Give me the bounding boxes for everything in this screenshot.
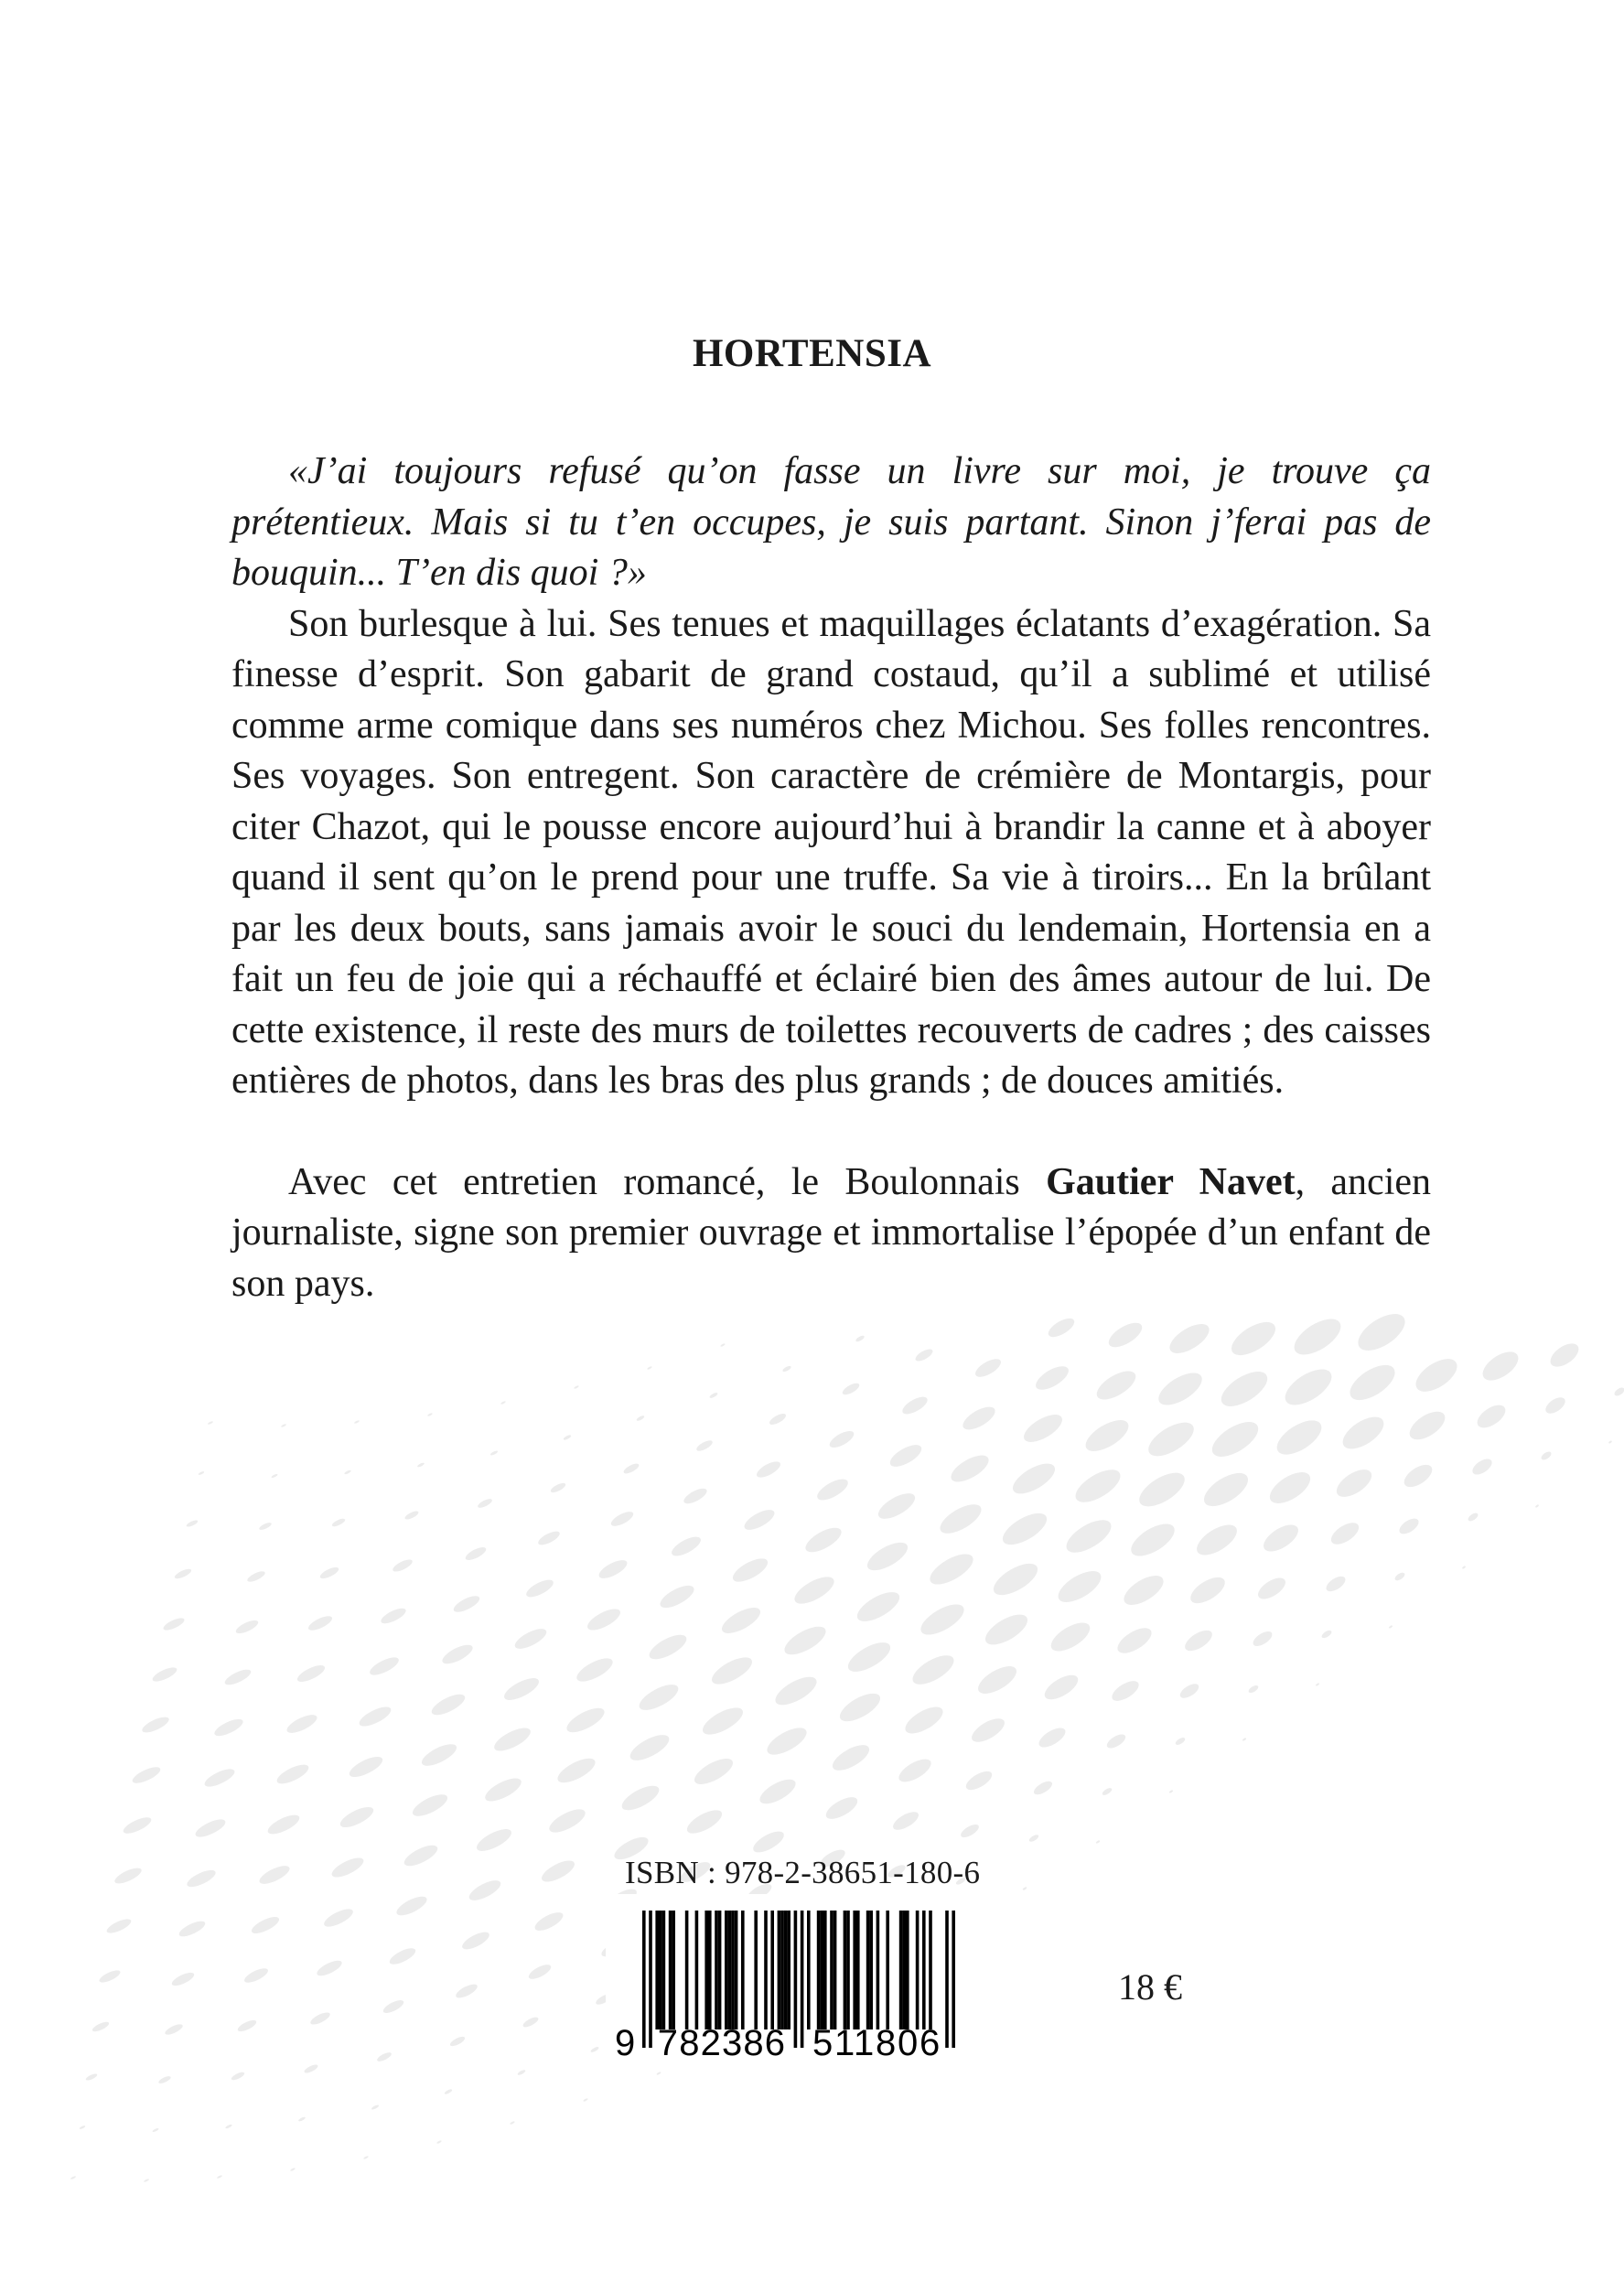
paragraph-spacer xyxy=(231,1107,1431,1157)
barcode-bars xyxy=(606,1894,979,2061)
author-intro-text: Avec cet entretien romancé, le Boulonnais xyxy=(288,1160,1047,1203)
price-label: 18 € xyxy=(1118,1966,1182,2008)
svg-text:9: 9 xyxy=(615,2023,636,2061)
back-cover-blurb xyxy=(231,447,1431,1309)
svg-text:511806: 511806 xyxy=(812,2023,941,2061)
opening-quote: «J’ai toujours refusé qu’on fasse un livre sur moi, je trouve ça prétentieux. Mais si tu t’en occupes, je suis partant. Sinon j’ferai pas de bouquin... T’en dis quoi ?» xyxy=(231,450,1431,594)
author-bio-text: , ancien journaliste, signe son premier ouvrage et immortalise l’épopée d’un enfant de son pays. xyxy=(231,1160,1431,1305)
author-name: Gautier Navet xyxy=(1046,1160,1296,1203)
author-paragraph xyxy=(231,1157,1431,1310)
book-title: HORTENSIA xyxy=(692,332,932,375)
description-paragraph: Son burlesque à lui. Ses tenues et maquillages éclatants d’exagération. Sa finesse d’esprit. Son gabarit de grand costaud, qu’il a sublimé et utilisé comme arme comique dans ses numéros chez Michou. Ses folles rencontres. Ses voyages. Son entregent. Son caractère de crémière de Montargis, pour citer Chazot, qui le pousse encore aujourd’hui à brandir la canne et à aboyer quand il sent qu’on le prend pour une truffe. Sa vie à tiroirs... En la brûlant par les deux bouts, sans jamais avoir le souci du lendemain, Hortensia en a fait un feu de joie qui a réchauffé et éclairé bien des âmes autour de lui. De cette existence, il reste des murs de toilettes recouverts de cadres ; des caisses entières de photos, dans les bras des plus grands ; de douces amitiés. xyxy=(231,602,1431,1102)
isbn-label: ISBN : 978-2-38651-180-6 xyxy=(625,1855,981,1890)
ean13-barcode xyxy=(606,1894,979,2061)
svg-text:782386: 782386 xyxy=(657,2023,785,2061)
